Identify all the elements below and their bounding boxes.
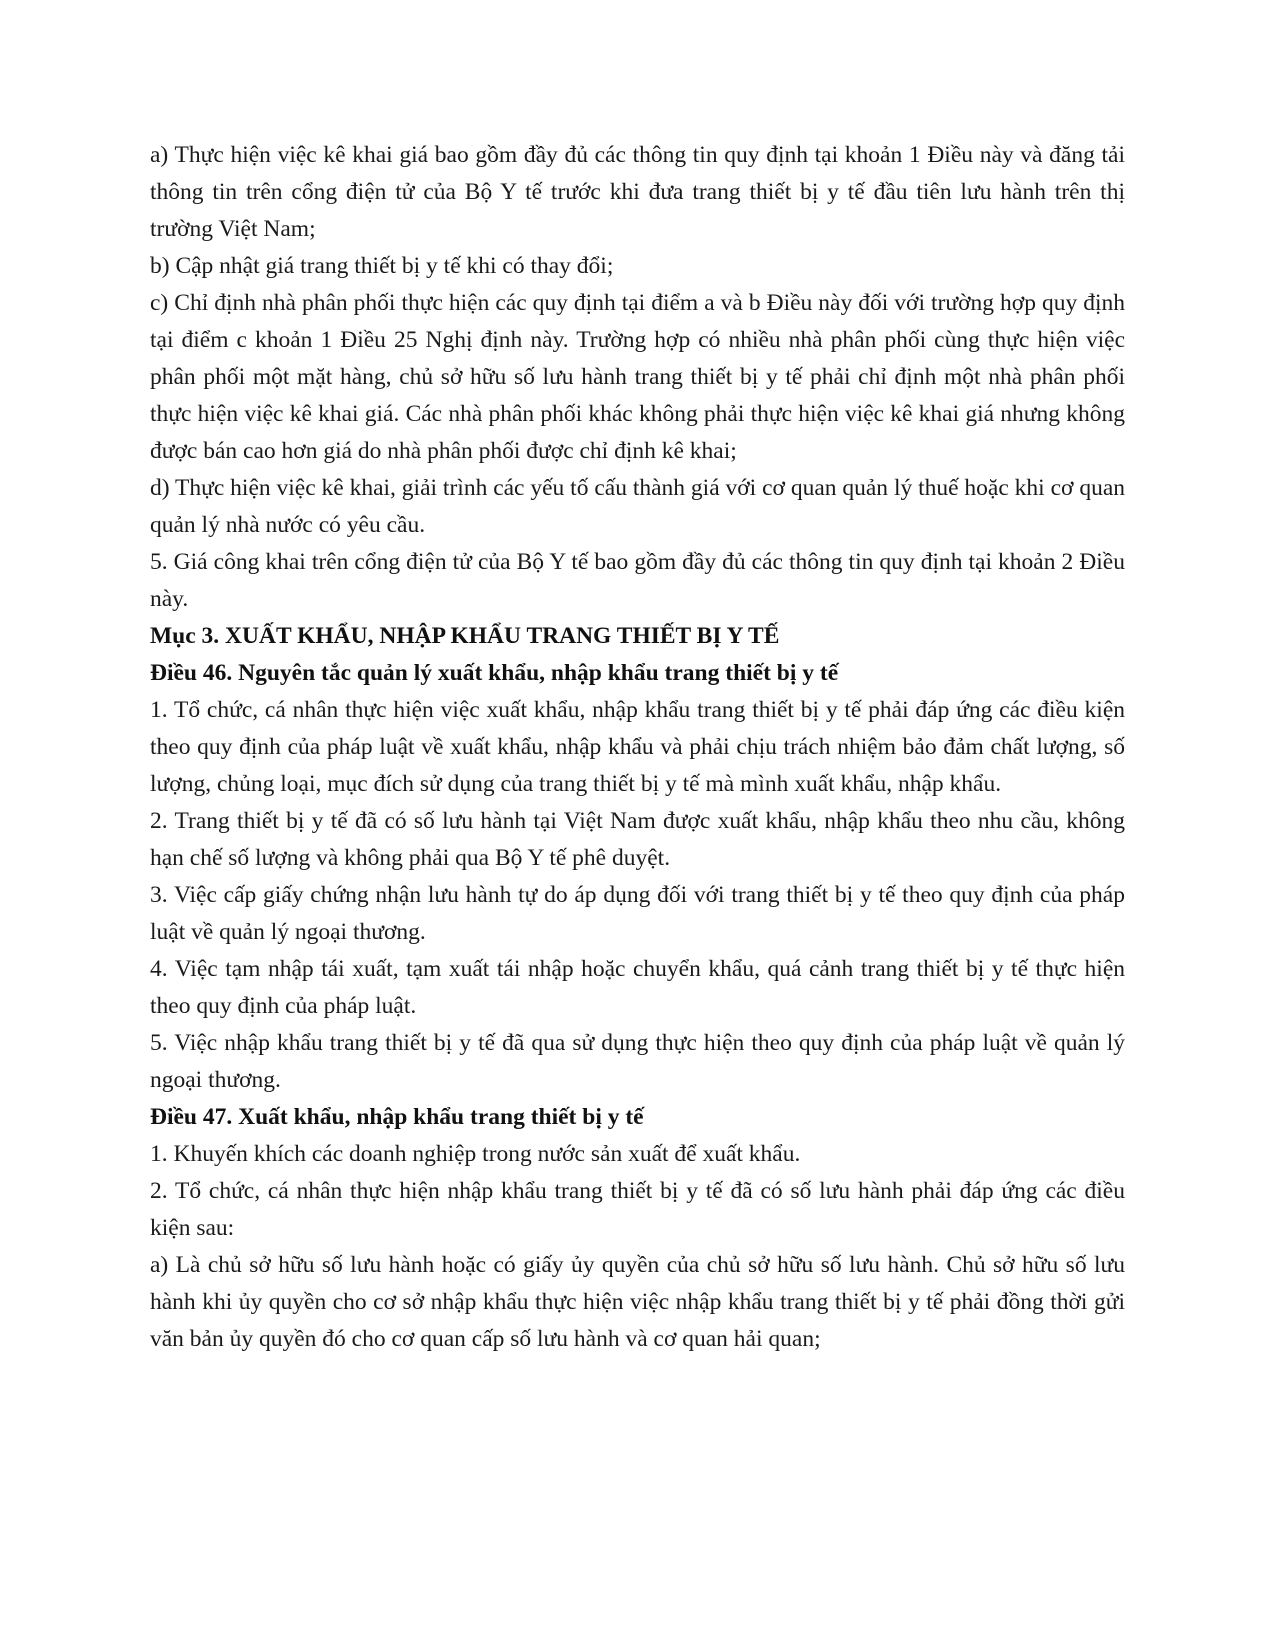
paragraph-point-b-price-update: b) Cập nhật giá trang thiết bị y tế khi có thay đổi; [150, 253, 614, 279]
paragraph-clause-5-public-price: 5. Giá công khai trên cổng điện tử của Bộ Y tế bao gồm đầy đủ các thông tin quy định tại khoản 2 Điều này. [150, 549, 1125, 612]
paragraph-art47-clause-2-point-a: a) Là chủ sở hữu số lưu hành hoặc có giấy ủy quyền của chủ sở hữu số lưu hành. Chủ sở hữu số lưu hành khi ủy quyền cho cơ sở nhập khẩu thực hiện việc nhập khẩu trang thiết bị y tế phải đồng thời gửi văn bản ủy quyền đó cho cơ quan cấp số lưu hành và cơ quan hải quan; [150, 1252, 1125, 1352]
paragraph-art47-clause-1: 1. Khuyến khích các doanh nghiệp trong nước sản xuất để xuất khẩu. [150, 1141, 801, 1167]
paragraph-art46-clause-1: 1. Tổ chức, cá nhân thực hiện việc xuất khẩu, nhập khẩu trang thiết bị y tế phải đáp ứng các điều kiện theo quy định của pháp luật về xuất khẩu, nhập khẩu và phải chịu trách nhiệm bảo đảm chất lượng, số lượng, chủng loại, mục đích sử dụng của trang thiết bị y tế mà mình xuất khẩu, nhập khẩu. [150, 697, 1125, 797]
paragraph-art47-clause-2: 2. Tổ chức, cá nhân thực hiện nhập khẩu trang thiết bị y tế đã có số lưu hành phải đáp ứng các điều kiện sau: [150, 1178, 1125, 1241]
paragraph-art46-clause-2: 2. Trang thiết bị y tế đã có số lưu hành tại Việt Nam được xuất khẩu, nhập khẩu theo nhu cầu, không hạn chế số lượng và không phải qua Bộ Y tế phê duyệt. [150, 808, 1125, 871]
paragraph-art46-clause-5: 5. Việc nhập khẩu trang thiết bị y tế đã qua sử dụng thực hiện theo quy định của pháp luật về quản lý ngoại thương. [150, 1030, 1125, 1093]
paragraph-art46-clause-3: 3. Việc cấp giấy chứng nhận lưu hành tự do áp dụng đối với trang thiết bị y tế theo quy định của pháp luật về quản lý ngoại thương. [150, 882, 1125, 945]
paragraph-point-a-price-declaration: a) Thực hiện việc kê khai giá bao gồm đầy đủ các thông tin quy định tại khoản 1 Điều này và đăng tải thông tin trên cổng điện tử của Bộ Y tế trước khi đưa trang thiết bị y tế đầu tiên lưu hành trên thị trường Việt Nam; [150, 142, 1125, 242]
article-heading-dieu-47: Điều 47. Xuất khẩu, nhập khẩu trang thiết bị y tế [150, 1104, 644, 1130]
paragraph-point-d-price-explanation: d) Thực hiện việc kê khai, giải trình các yếu tố cấu thành giá với cơ quan quản lý thuế hoặc khi cơ quan quản lý nhà nước có yêu cầu. [150, 475, 1125, 538]
section-heading-muc-3: Mục 3. XUẤT KHẨU, NHẬP KHẨU TRANG THIẾT BỊ Y TẾ [150, 623, 780, 649]
paragraph-point-c-distributor-designation: c) Chỉ định nhà phân phối thực hiện các quy định tại điểm a và b Điều này đối với trường hợp quy định tại điểm c khoản 1 Điều 25 Nghị định này. Trường hợp có nhiều nhà phân phối cùng thực hiện việc phân phối một mặt hàng, chủ sở hữu số lưu hành trang thiết bị y tế phải chỉ định một nhà phân phối thực hiện việc kê khai giá. Các nhà phân phối khác không phải thực hiện việc kê khai giá nhưng không được bán cao hơn giá do nhà phân phối được chỉ định kê khai; [150, 290, 1125, 464]
paragraph-art46-clause-4: 4. Việc tạm nhập tái xuất, tạm xuất tái nhập hoặc chuyển khẩu, quá cảnh trang thiết bị y tế thực hiện theo quy định của pháp luật. [150, 956, 1125, 1019]
article-heading-dieu-46: Điều 46. Nguyên tắc quản lý xuất khẩu, nhập khẩu trang thiết bị y tế [150, 660, 839, 686]
document-page [150, 137, 1125, 1358]
